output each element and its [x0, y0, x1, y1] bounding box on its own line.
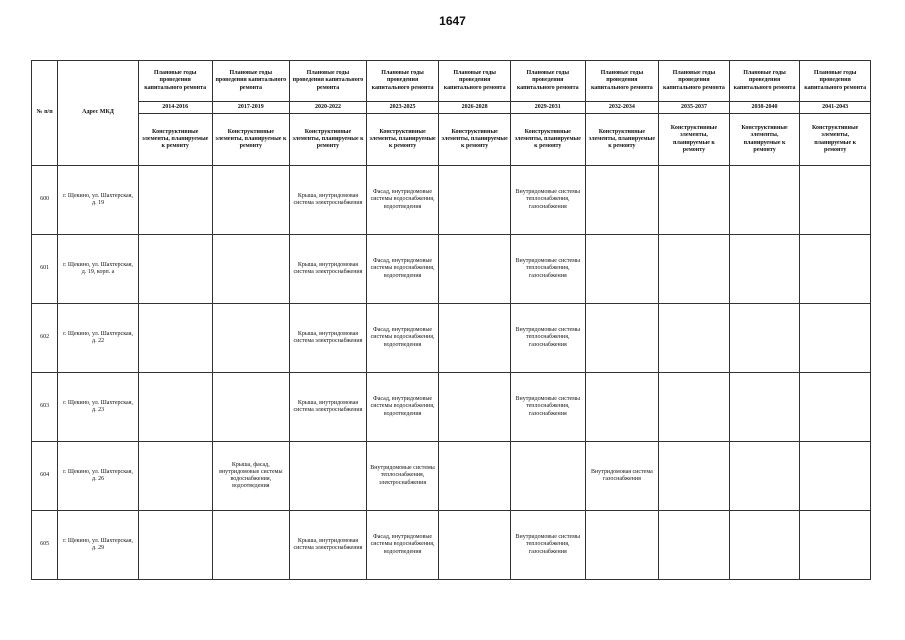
header-period-years: 2038-2040 — [729, 102, 800, 114]
row-number: 604 — [32, 442, 58, 511]
row-period-cell — [659, 304, 730, 373]
header-period-elements: Конструктивные элементы, планируемые к ремонту — [366, 114, 439, 166]
header-period-title: Плановые годы проведения капитального ремонта — [366, 61, 439, 102]
header-period-title: Плановые годы проведения капитального ремонта — [439, 61, 511, 102]
row-period-cell: Внутридомовые системы теплоснабжения, газоснабжения — [510, 304, 585, 373]
row-period-cell: Крыша, внутридомовая система электроснабжения — [290, 166, 367, 235]
row-period-cell — [212, 166, 290, 235]
row-number: 605 — [32, 511, 58, 580]
row-period-cell: Внутридомовые системы теплоснабжения, газоснабжения — [510, 235, 585, 304]
row-period-cell — [138, 511, 212, 580]
row-period-cell: Фасад, внутридомовые системы водоснабжения, водоотведения — [366, 235, 439, 304]
row-period-cell: Внутридомовая система газоснабжения — [585, 442, 659, 511]
header-period-elements: Конструктивные элементы, планируемые к ремонту — [729, 114, 800, 166]
row-period-cell — [439, 511, 511, 580]
row-period-cell — [659, 511, 730, 580]
row-period-cell: Внутридомовые системы теплоснабжения, газоснабжения — [510, 373, 585, 442]
header-period-elements: Конструктивные элементы, планируемые к ремонту — [138, 114, 212, 166]
page-number: 1647 — [439, 14, 466, 28]
header-period-elements: Конструктивные элементы, планируемые к ремонту — [800, 114, 871, 166]
header-period-elements: Конструктивные элементы, планируемые к ремонту — [585, 114, 659, 166]
row-period-cell — [138, 235, 212, 304]
row-number: 602 — [32, 304, 58, 373]
row-period-cell — [659, 235, 730, 304]
table-row — [32, 511, 871, 580]
row-period-cell — [800, 235, 871, 304]
table-row — [32, 373, 871, 442]
row-period-cell: Крыша, внутридомовая система электроснабжения — [290, 235, 367, 304]
header-period-elements: Конструктивные элементы, планируемые к ремонту — [439, 114, 511, 166]
row-period-cell — [138, 166, 212, 235]
header-address: Адрес МКД — [58, 61, 139, 166]
row-period-cell — [800, 166, 871, 235]
row-period-cell — [212, 235, 290, 304]
row-period-cell — [212, 304, 290, 373]
row-period-cell: Внутридомовые системы теплоснабжения, газоснабжения — [510, 511, 585, 580]
table-row — [32, 166, 871, 235]
header-period-years: 2023-2025 — [366, 102, 439, 114]
header-period-title: Плановые годы проведения капитального ремонта — [659, 61, 730, 102]
row-period-cell — [439, 235, 511, 304]
row-number: 603 — [32, 373, 58, 442]
header-period-years: 2026-2028 — [439, 102, 511, 114]
row-period-cell: Фасад, внутридомовые системы водоснабжения, водоотведения — [366, 304, 439, 373]
row-period-cell — [585, 304, 659, 373]
row-period-cell — [800, 373, 871, 442]
repair-schedule-table — [31, 60, 871, 580]
row-period-cell — [439, 166, 511, 235]
header-row-elements — [32, 114, 871, 166]
row-period-cell: Крыша, внутридомовая система электроснабжения — [290, 511, 367, 580]
header-period-title: Плановые годы проведения капитального ремонта — [800, 61, 871, 102]
row-period-cell — [659, 442, 730, 511]
header-period-years: 2029-2031 — [510, 102, 585, 114]
row-period-cell — [138, 442, 212, 511]
row-period-cell — [510, 442, 585, 511]
row-period-cell — [729, 373, 800, 442]
header-period-years: 2032-2034 — [585, 102, 659, 114]
row-period-cell — [729, 235, 800, 304]
header-period-title: Плановые годы проведения капитального ремонта — [138, 61, 212, 102]
row-address: г. Щекино, ул. Шахтерская, д. 29 — [58, 511, 139, 580]
row-period-cell — [290, 442, 367, 511]
header-period-elements: Конструктивные элементы, планируемые к ремонту — [290, 114, 367, 166]
row-period-cell — [439, 442, 511, 511]
row-period-cell — [585, 511, 659, 580]
row-period-cell: Фасад, внутридомовые системы водоснабжения, водоотведения — [366, 373, 439, 442]
table-row — [32, 442, 871, 511]
row-period-cell — [729, 442, 800, 511]
row-period-cell — [439, 304, 511, 373]
header-period-years: 2014-2016 — [138, 102, 212, 114]
row-period-cell — [138, 373, 212, 442]
row-period-cell: Крыша, внутридомовая система электроснабжения — [290, 373, 367, 442]
row-period-cell — [800, 304, 871, 373]
row-address: г. Щекино, ул. Шахтерская, д. 22 — [58, 304, 139, 373]
row-period-cell: Крыша, внутридомовая система электроснабжения — [290, 304, 367, 373]
header-period-years: 2035-2037 — [659, 102, 730, 114]
row-period-cell — [138, 304, 212, 373]
header-period-years: 2041-2043 — [800, 102, 871, 114]
row-period-cell — [439, 373, 511, 442]
table-row — [32, 304, 871, 373]
row-period-cell — [212, 373, 290, 442]
row-period-cell: Фасад, внутридомовые системы водоснабжения, водоотведения — [366, 166, 439, 235]
row-number: 600 — [32, 166, 58, 235]
header-period-elements: Конструктивные элементы, планируемые к ремонту — [510, 114, 585, 166]
row-period-cell — [729, 166, 800, 235]
header-period-title: Плановые годы проведения капитального ремонта — [290, 61, 367, 102]
header-period-elements: Конструктивные элементы, планируемые к ремонту — [659, 114, 730, 166]
row-period-cell — [212, 511, 290, 580]
row-address: г. Щекино, ул. Шахтерская, д. 26 — [58, 442, 139, 511]
header-period-title: Плановые годы проведения капитального ремонта — [585, 61, 659, 102]
row-period-cell — [585, 166, 659, 235]
header-period-title: Плановые годы проведения капитального ремонта — [510, 61, 585, 102]
header-period-title: Плановые годы проведения капитального ремонта — [212, 61, 290, 102]
row-period-cell — [800, 442, 871, 511]
header-period-years: 2020-2022 — [290, 102, 367, 114]
row-period-cell — [659, 373, 730, 442]
table-row — [32, 235, 871, 304]
row-number: 601 — [32, 235, 58, 304]
row-period-cell — [729, 511, 800, 580]
row-period-cell — [659, 166, 730, 235]
row-period-cell: Внутридомовые системы теплоснабжения, газоснабжения — [510, 166, 585, 235]
row-period-cell: Внутридомовые системы теплоснабжения, электроснабжения — [366, 442, 439, 511]
row-period-cell: Крыша, фасад, внутридомовые системы водоснабжения, водоотведения — [212, 442, 290, 511]
header-period-elements: Конструктивные элементы, планируемые к ремонту — [212, 114, 290, 166]
row-address: г. Щекино, ул. Шахтерская, д. 23 — [58, 373, 139, 442]
row-address: г. Щекино, ул. Шахтерская, д. 19, корп. а — [58, 235, 139, 304]
row-period-cell — [585, 235, 659, 304]
row-period-cell — [585, 373, 659, 442]
header-period-years: 2017-2019 — [212, 102, 290, 114]
header-row-titles — [32, 61, 871, 102]
row-period-cell — [800, 511, 871, 580]
header-row-years — [32, 102, 871, 114]
header-num: № п/п — [32, 61, 58, 166]
row-period-cell: Фасад, внутридомовые системы водоснабжения, водоотведения — [366, 511, 439, 580]
row-period-cell — [729, 304, 800, 373]
row-address: г. Щекино, ул. Шахтерская, д. 19 — [58, 166, 139, 235]
header-period-title: Плановые годы проведения капитального ремонта — [729, 61, 800, 102]
